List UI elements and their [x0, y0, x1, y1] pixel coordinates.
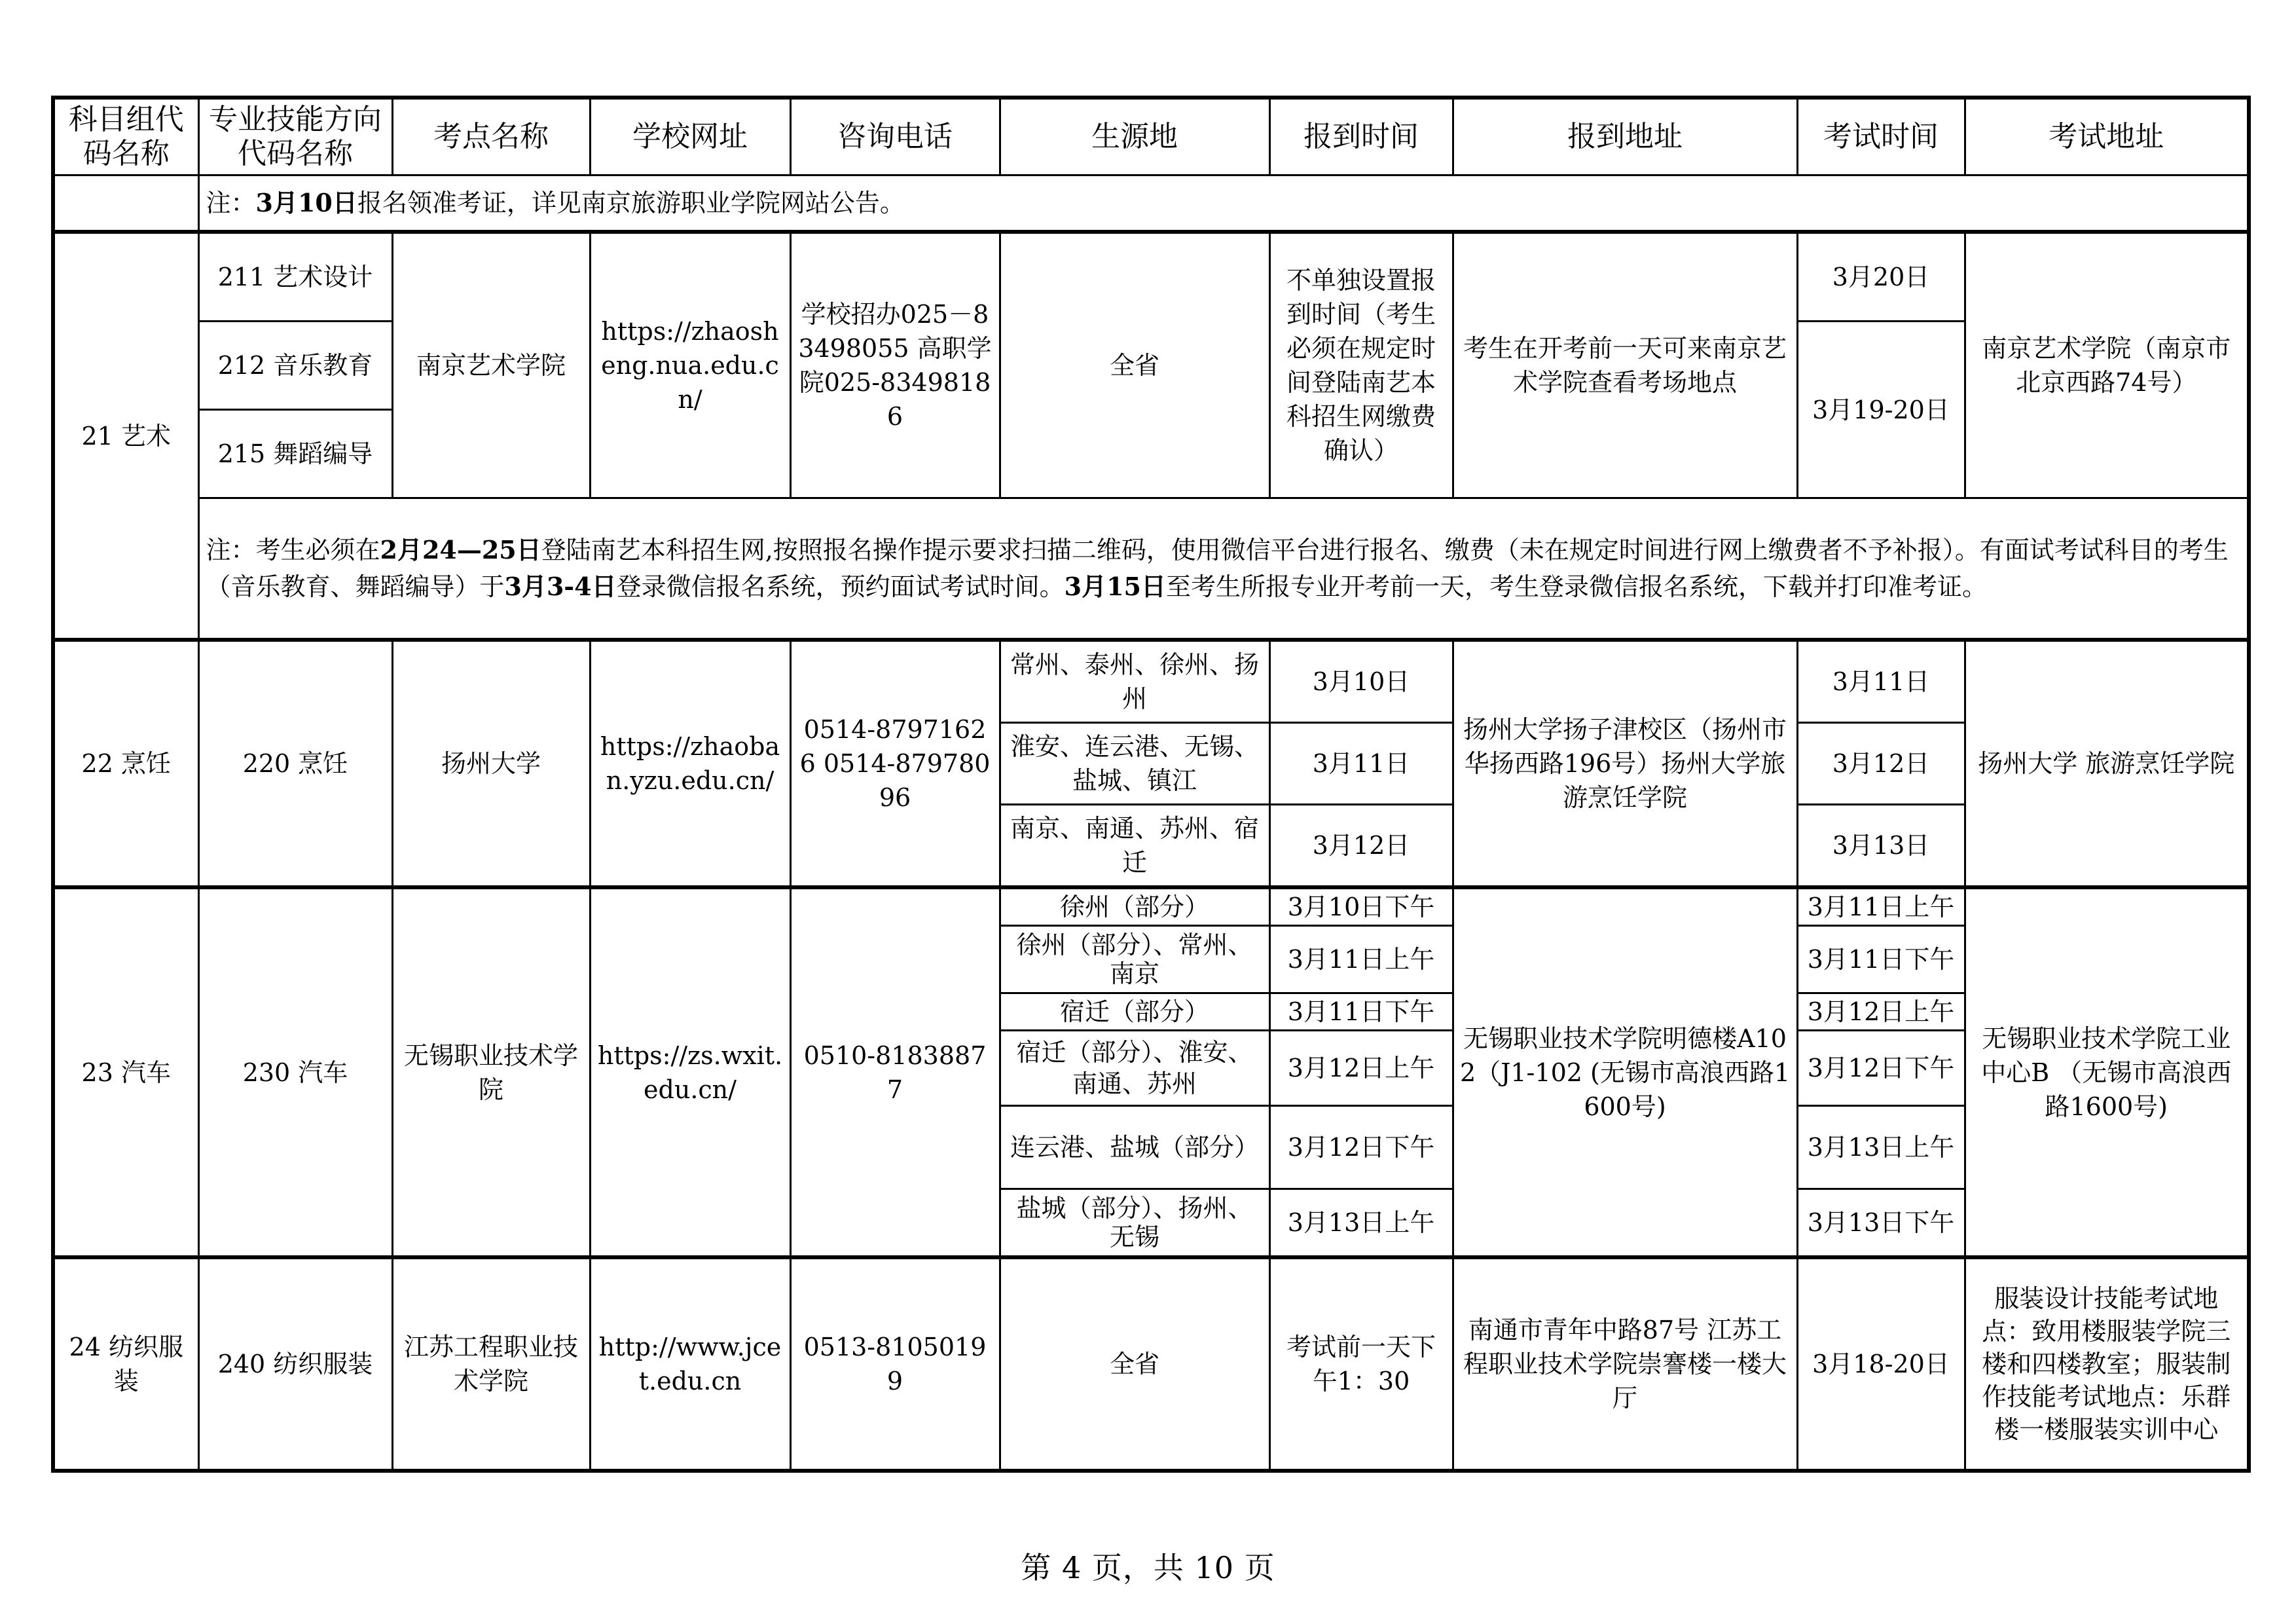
- g24-exam-time: 3月18-20日: [1797, 1257, 1965, 1471]
- g22-exam-3: 3月13日: [1797, 805, 1965, 888]
- g22-direction: 220 烹饪: [198, 640, 392, 887]
- g23-exam-2: 3月11日下午: [1797, 926, 1965, 993]
- top-note: [198, 175, 2249, 232]
- g21-note-text: 注：考生必须在2月24—25日登陆南艺本科招生网,按照报名操作提示要求扫描二维码，使用微信平台进行报名、缴费（未在规定时间进行网上缴费者不予补报）。有面试考试科目的考生（音乐教育、舞蹈编导）于3月3-4日登录微信报名系统，预约面试考试时间。3月15日至考生所报专业开考前一天，考生登录微信报名系统，下载并打印准考证。: [206, 535, 2229, 601]
- page-footer: 第 4 页，共 10 页: [1021, 1550, 1275, 1585]
- g21-exam-addr: 南京艺术学院（南京市北京西路74号）: [1965, 232, 2249, 498]
- g23-exam-3: 3月12日上午: [1797, 993, 1965, 1031]
- g23-origin-5: 连云港、盐城（部分）: [1000, 1106, 1269, 1189]
- g23-direction: 230 汽车: [198, 887, 392, 1257]
- g21-checkin-time: 不单独设置报到时间（考生必须在规定时间登陆南艺本科招生网缴费确认）: [1269, 232, 1453, 498]
- g21-origin: 全省: [1000, 232, 1269, 498]
- g22-site: 扬州大学: [392, 640, 590, 887]
- g22-exam-1: 3月11日: [1797, 640, 1965, 723]
- g23-origin-2: 徐州（部分）、常州、南京: [1000, 926, 1269, 993]
- g24-checkin-time: 考试前一天下午1：30: [1269, 1257, 1453, 1471]
- exam-schedule-table: [51, 96, 2251, 1473]
- col-header-checkin-addr: 报到地址: [1453, 98, 1797, 175]
- g22-checkin-3: 3月12日: [1269, 805, 1453, 888]
- g23-origin-6: 盐城（部分）、扬州、无锡: [1000, 1189, 1269, 1258]
- g22-origin-3: 南京、南通、苏州、宿迁: [1000, 805, 1269, 888]
- col-header-direction: 专业技能方向代码名称: [198, 98, 392, 175]
- g21-note: [198, 498, 2249, 640]
- g23-exam-4: 3月12日下午: [1797, 1031, 1965, 1106]
- g23-checkin-6: 3月13日上午: [1269, 1189, 1453, 1258]
- g23-checkin-addr: 无锡职业技术学院明德楼A102（J1-102 (无锡市高浪西路1600号): [1453, 887, 1797, 1257]
- g23-url[interactable]: https://zs.wxit.edu.cn/: [590, 887, 790, 1257]
- g23-exam-6: 3月13日下午: [1797, 1189, 1965, 1258]
- top-note-row: [53, 175, 2249, 232]
- g24-site: 江苏工程职业技术学院: [392, 1257, 590, 1471]
- g23-exam-1: 3月11日上午: [1797, 887, 1965, 926]
- g21-note-row: [53, 498, 2249, 640]
- g23-checkin-4: 3月12日上午: [1269, 1031, 1453, 1106]
- g24-group: 24 纺织服装: [53, 1257, 198, 1471]
- g21-group: 21 艺术: [53, 232, 198, 640]
- g21-url[interactable]: https://zhaosheng.nua.edu.cn/: [590, 232, 790, 498]
- col-header-phone: 咨询电话: [790, 98, 1000, 175]
- col-header-exam-addr: 考试地址: [1965, 98, 2249, 175]
- g24-origin: 全省: [1000, 1257, 1269, 1471]
- g21-row-1: [53, 232, 2249, 322]
- g24-exam-addr: 服装设计技能考试地点：致用楼服装学院三楼和四楼教室；服装制作技能考试地点：乐群楼一楼服装实训中心: [1965, 1257, 2249, 1471]
- g22-exam-2: 3月12日: [1797, 723, 1965, 805]
- g22-origin-2: 淮安、连云港、无锡、盐城、镇江: [1000, 723, 1269, 805]
- g23-origin-1: 徐州（部分）: [1000, 887, 1269, 926]
- top-note-blank: [53, 175, 198, 232]
- g22-group: 22 烹饪: [53, 640, 198, 887]
- g21-exam-time-2: 3月19-20日: [1797, 322, 1965, 498]
- g22-phone: 0514-87971626 0514-87978096: [790, 640, 1000, 887]
- g22-origin-1: 常州、泰州、徐州、扬州: [1000, 640, 1269, 723]
- g24-phone: 0513-81050199: [790, 1257, 1000, 1471]
- g22-checkin-1: 3月10日: [1269, 640, 1453, 723]
- g24-url[interactable]: http://www.jcet.edu.cn: [590, 1257, 790, 1471]
- col-header-checkin-time: 报到时间: [1269, 98, 1453, 175]
- g23-origin-4: 宿迁（部分）、淮安、南通、苏州: [1000, 1031, 1269, 1106]
- g22-url[interactable]: https://zhaoban.yzu.edu.cn/: [590, 640, 790, 887]
- g23-origin-3: 宿迁（部分）: [1000, 993, 1269, 1031]
- col-header-site: 考点名称: [392, 98, 590, 175]
- col-header-group: 科目组代码名称: [53, 98, 198, 175]
- col-header-url: 学校网址: [590, 98, 790, 175]
- g23-checkin-3: 3月11日下午: [1269, 993, 1453, 1031]
- top-note-text: 注：3月10日报名领准考证，详见南京旅游职业学院网站公告。: [206, 188, 905, 217]
- g21-site: 南京艺术学院: [392, 232, 590, 498]
- col-header-exam-time: 考试时间: [1797, 98, 1965, 175]
- g22-checkin-addr: 扬州大学扬子津校区（扬州市华扬西路196号）扬州大学旅游烹饪学院: [1453, 640, 1797, 887]
- g24-checkin-addr: 南通市青年中路87号 江苏工程职业技术学院崇謇楼一楼大厅: [1453, 1257, 1797, 1471]
- col-header-origin: 生源地: [1000, 98, 1269, 175]
- g21-checkin-addr: 考生在开考前一天可来南京艺术学院查看考场地点: [1453, 232, 1797, 498]
- header-row: [53, 98, 2249, 175]
- g23-checkin-2: 3月11日上午: [1269, 926, 1453, 993]
- g21-direction-3: 215 舞蹈编导: [198, 410, 392, 498]
- g21-phone: 学校招办025－83498055 高职学院025-83498186: [790, 232, 1000, 498]
- g21-direction-1: 211 艺术设计: [198, 232, 392, 322]
- g22-checkin-2: 3月11日: [1269, 723, 1453, 805]
- g23-exam-5: 3月13日上午: [1797, 1106, 1965, 1189]
- g23-site: 无锡职业技术学院: [392, 887, 590, 1257]
- g23-exam-addr: 无锡职业技术学院工业中心B （无锡市高浪西路1600号): [1965, 887, 2249, 1257]
- g21-direction-2: 212 音乐教育: [198, 322, 392, 410]
- g23-phone: 0510-81838877: [790, 887, 1000, 1257]
- g23-checkin-1: 3月10日下午: [1269, 887, 1453, 926]
- g22-exam-addr: 扬州大学 旅游烹饪学院: [1965, 640, 2249, 887]
- g23-row-1: [53, 887, 2249, 926]
- g24-row: [53, 1257, 2249, 1471]
- g24-direction: 240 纺织服装: [198, 1257, 392, 1471]
- g22-row-1: [53, 640, 2249, 723]
- g23-checkin-5: 3月12日下午: [1269, 1106, 1453, 1189]
- g21-exam-time-1: 3月20日: [1797, 232, 1965, 322]
- g23-group: 23 汽车: [53, 887, 198, 1257]
